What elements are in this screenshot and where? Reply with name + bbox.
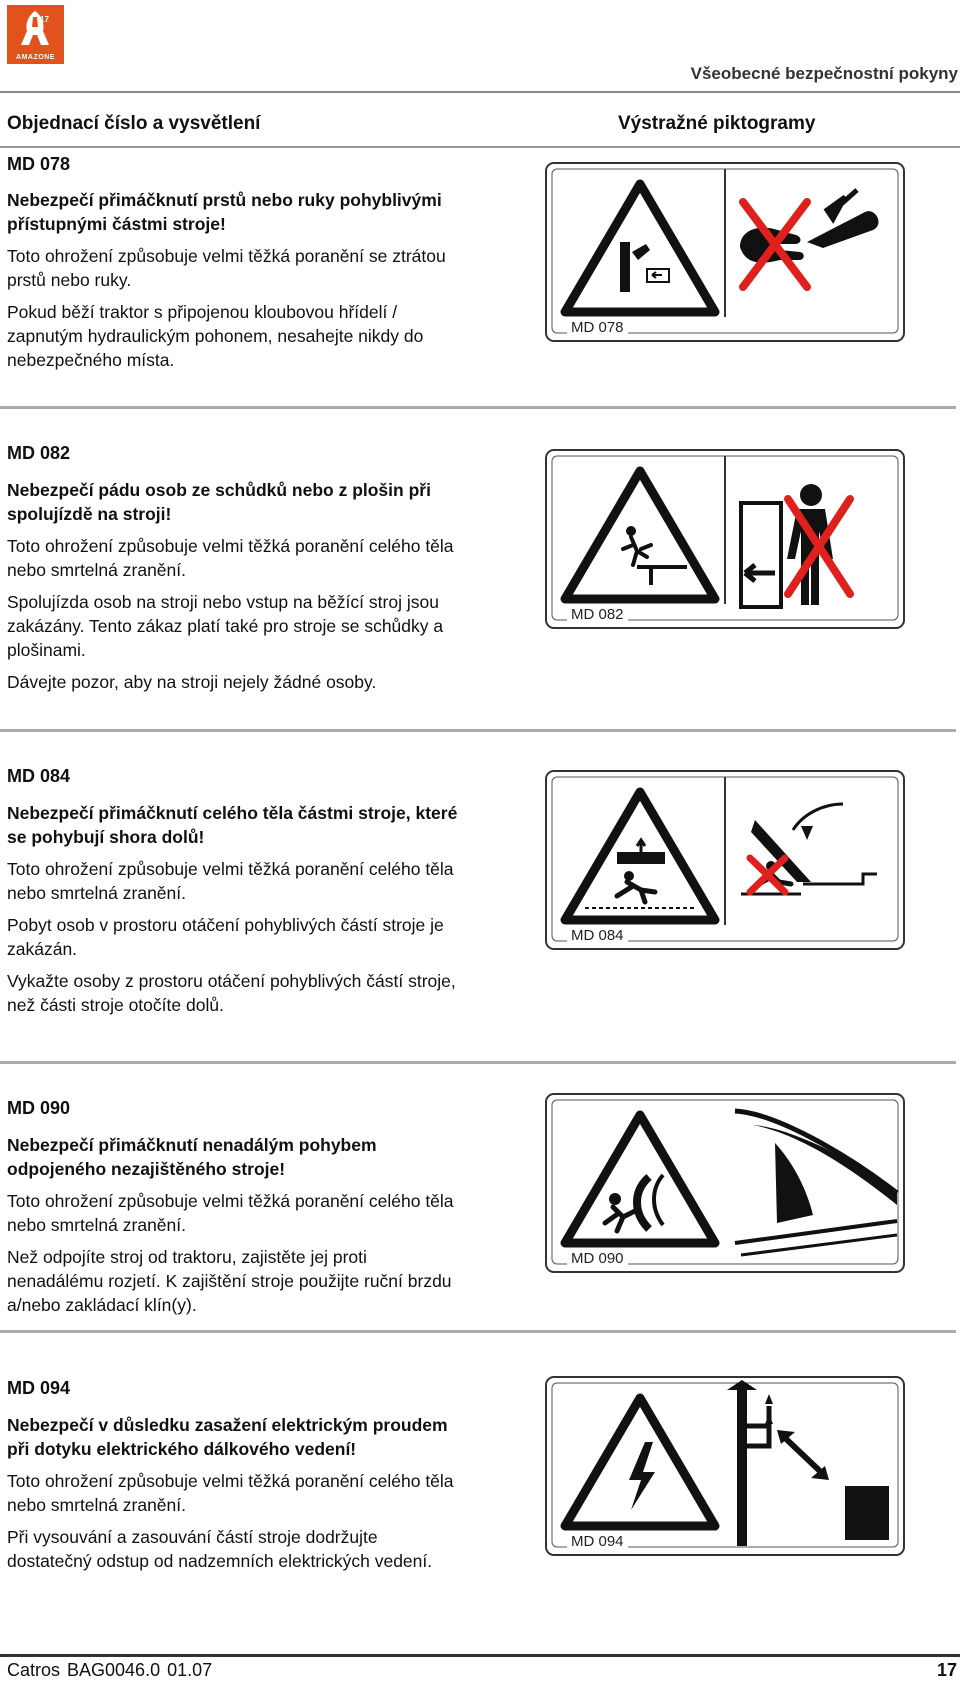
sign-label: MD 094 [567, 1533, 628, 1550]
section-heading: Nebezpečí přimáčknutí prstů nebo ruky pohyblivými přístupnými částmi stroje! [7, 190, 442, 234]
section-paragraph: Pokud běží traktor s připojenou kloubovou hřídelí / zapnutým hydraulickým pohonem, nesahejte nikdy do nebezpečného místa. [7, 302, 424, 370]
warning-sign-md-084 [545, 770, 905, 950]
section-md-078 [0, 150, 960, 385]
warning-sign-md-090 [545, 1093, 905, 1273]
section-divider [0, 406, 956, 409]
section-code: MD 090 [7, 1098, 71, 1118]
section-paragraph: Spolujízda osob na stroji nebo vstup na běžící stroj jsou zakázány. Tento zákaz platí také pro stroje se schůdky a plošinami. [7, 592, 444, 660]
section-md-094 [0, 1376, 960, 1646]
runaway-machine-sign-icon [545, 1093, 905, 1273]
sign-label: MD 078 [567, 319, 628, 336]
column-heading-right: Výstražné piktogramy [618, 113, 816, 134]
fall-hazard-sign-icon [545, 449, 905, 629]
column-heading-divider [0, 146, 960, 148]
section-heading: Nebezpečí přimáčknutí nenadálým pohybem odpojeného nezajištěného stroje! [7, 1135, 377, 1179]
section-heading: Nebezpečí pádu osob ze schůdků nebo z plošin při spolujízdě na stroji! [7, 480, 431, 524]
section-paragraph: Vykažte osoby z prostoru otáčení pohyblivých částí stroje, než části stroje otočíte dolů. [7, 971, 456, 1015]
footer-page-number: 17 [936, 1660, 957, 1680]
section-paragraph: Toto ohrožení způsobuje velmi těžká poranění celého těla nebo smrtelná zranění. [7, 1471, 454, 1515]
warning-sign-md-082 [545, 449, 905, 629]
pinch-fingers-sign-icon [545, 162, 905, 342]
section-text [7, 478, 462, 702]
section-paragraph: Toto ohrožení způsobuje velmi těžká poranění celého těla nebo smrtelná zranění. [7, 1191, 454, 1235]
svg-text:17: 17 [40, 15, 49, 24]
section-md-082 [0, 438, 960, 723]
column-heading-left: Objednací číslo a vysvětlení [7, 113, 261, 134]
sign-label: MD 084 [567, 927, 628, 944]
section-paragraph: Toto ohrožení způsobuje velmi těžká poranění celého těla nebo smrtelná zranění. [7, 859, 454, 903]
section-text [7, 1133, 462, 1325]
section-paragraph: Pobyt osob v prostoru otáčení pohyblivých částí stroje je zakázán. [7, 915, 444, 959]
page-header-title: Všeobecné bezpečnostní pokyny [690, 64, 958, 83]
section-divider [0, 1330, 956, 1333]
section-md-084 [0, 761, 960, 1041]
section-code: MD 082 [7, 443, 71, 463]
section-code: MD 094 [7, 1378, 71, 1398]
section-heading: Nebezpečí v důsledku zasažení elektrickým proudem při dotyku elektrického dálkového vedení! [7, 1415, 448, 1459]
electric-line-sign-icon [545, 1376, 905, 1556]
footer-document-id: Catros BAG0046.0 01.07 [7, 1660, 213, 1680]
section-paragraph: Při vysouvání a zasouvání částí stroje dodržujte dostatečný odstup od nadzemních elektrických vedení. [7, 1527, 433, 1571]
warning-sign-md-094 [545, 1376, 905, 1556]
warning-sign-md-078 [545, 162, 905, 342]
section-paragraph: Toto ohrožení způsobuje velmi těžká poranění se ztrátou prstů nebo ruky. [7, 246, 446, 290]
section-divider [0, 1061, 956, 1064]
sign-label: MD 090 [567, 1250, 628, 1267]
section-md-090 [0, 1093, 960, 1343]
section-text [7, 188, 462, 380]
section-paragraph: Než odpojíte stroj od traktoru, zajistěte jej proti nenadálému rozjetí. K zajištění stroje použijte ruční brzdu a/nebo zakládací klín(y). [7, 1247, 452, 1315]
section-heading: Nebezpečí přimáčknutí celého těla částmi stroje, které se pohybují shora dolů! [7, 803, 458, 847]
amazone-logo [7, 5, 64, 64]
section-code: MD 084 [7, 766, 71, 786]
section-text [7, 1413, 462, 1581]
footer-divider [0, 1654, 960, 1657]
section-code: MD 078 [7, 154, 71, 174]
crush-from-above-sign-icon [545, 770, 905, 950]
section-divider [0, 729, 956, 732]
logo-text: AMAZONE [16, 54, 55, 61]
section-paragraph: Toto ohrožení způsobuje velmi těžká poranění celého těla nebo smrtelná zranění. [7, 536, 454, 580]
header-divider [0, 91, 960, 93]
sign-label: MD 082 [567, 606, 628, 623]
section-text [7, 801, 462, 1025]
section-paragraph: Dávejte pozor, aby na stroji nejely žádné osoby. [7, 672, 377, 692]
